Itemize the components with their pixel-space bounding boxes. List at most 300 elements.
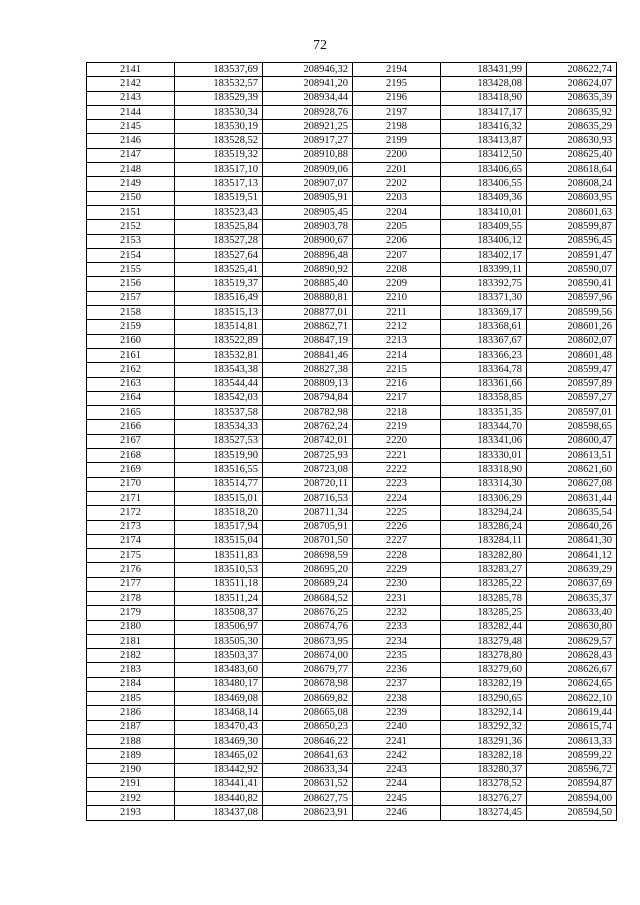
point-number-left-cell: 2162 [87, 363, 175, 377]
table-row [87, 706, 617, 720]
y-coordinate-right-cell: 208590,41 [527, 277, 617, 291]
y-coordinate-right-cell: 208597,89 [527, 377, 617, 391]
x-coordinate-right-cell: 183392,75 [441, 277, 527, 291]
y-coordinate-left-cell: 208623,91 [263, 806, 353, 820]
x-coordinate-left-cell: 183442,92 [175, 763, 263, 777]
x-coordinate-left-cell: 183505,30 [175, 634, 263, 648]
y-coordinate-left-cell: 208678,98 [263, 677, 353, 691]
point-number-left-cell: 2147 [87, 148, 175, 162]
y-coordinate-left-cell: 208900,67 [263, 234, 353, 248]
point-number-left-cell: 2163 [87, 377, 175, 391]
y-coordinate-left-cell: 208674,00 [263, 649, 353, 663]
x-coordinate-left-cell: 183483,60 [175, 663, 263, 677]
point-number-right-cell: 2201 [353, 163, 441, 177]
point-number-right-cell: 2205 [353, 220, 441, 234]
y-coordinate-right-cell: 208635,54 [527, 506, 617, 520]
table-row [87, 677, 617, 691]
x-coordinate-right-cell: 183409,36 [441, 191, 527, 205]
x-coordinate-right-cell: 183366,23 [441, 348, 527, 362]
y-coordinate-left-cell: 208650,23 [263, 720, 353, 734]
y-coordinate-right-cell: 208635,92 [527, 105, 617, 119]
x-coordinate-right-cell: 183285,78 [441, 591, 527, 605]
x-coordinate-left-cell: 183522,89 [175, 334, 263, 348]
point-number-left-cell: 2143 [87, 91, 175, 105]
point-number-left-cell: 2184 [87, 677, 175, 691]
y-coordinate-left-cell: 208705,91 [263, 520, 353, 534]
x-coordinate-left-cell: 183511,83 [175, 549, 263, 563]
y-coordinate-right-cell: 208608,24 [527, 177, 617, 191]
y-coordinate-left-cell: 208723,08 [263, 463, 353, 477]
table-row [87, 191, 617, 205]
y-coordinate-left-cell: 208698,59 [263, 549, 353, 563]
table-row [87, 234, 617, 248]
x-coordinate-right-cell: 183406,65 [441, 163, 527, 177]
y-coordinate-left-cell: 208695,20 [263, 563, 353, 577]
point-number-right-cell: 2209 [353, 277, 441, 291]
y-coordinate-right-cell: 208625,40 [527, 148, 617, 162]
table-row [87, 577, 617, 591]
x-coordinate-right-cell: 183291,36 [441, 734, 527, 748]
x-coordinate-left-cell: 183534,33 [175, 420, 263, 434]
y-coordinate-right-cell: 208621,60 [527, 463, 617, 477]
y-coordinate-right-cell: 208601,26 [527, 320, 617, 334]
y-coordinate-right-cell: 208635,37 [527, 591, 617, 605]
y-coordinate-left-cell: 208646,22 [263, 734, 353, 748]
x-coordinate-right-cell: 183279,48 [441, 634, 527, 648]
y-coordinate-right-cell: 208633,40 [527, 606, 617, 620]
x-coordinate-left-cell: 183515,04 [175, 534, 263, 548]
point-number-left-cell: 2169 [87, 463, 175, 477]
point-number-right-cell: 2203 [353, 191, 441, 205]
point-number-left-cell: 2171 [87, 491, 175, 505]
y-coordinate-right-cell: 208626,67 [527, 663, 617, 677]
y-coordinate-right-cell: 208599,87 [527, 220, 617, 234]
y-coordinate-right-cell: 208599,22 [527, 749, 617, 763]
table-row [87, 291, 617, 305]
table-row [87, 120, 617, 134]
y-coordinate-right-cell: 208597,96 [527, 291, 617, 305]
x-coordinate-right-cell: 183318,90 [441, 463, 527, 477]
y-coordinate-left-cell: 208905,45 [263, 205, 353, 219]
table-row [87, 248, 617, 262]
y-coordinate-left-cell: 208862,71 [263, 320, 353, 334]
y-coordinate-right-cell: 208640,26 [527, 520, 617, 534]
table-row [87, 406, 617, 420]
point-number-left-cell: 2178 [87, 591, 175, 605]
point-number-right-cell: 2224 [353, 491, 441, 505]
point-number-right-cell: 2218 [353, 406, 441, 420]
point-number-left-cell: 2153 [87, 234, 175, 248]
point-number-left-cell: 2164 [87, 391, 175, 405]
point-number-right-cell: 2235 [353, 649, 441, 663]
y-coordinate-left-cell: 208880,81 [263, 291, 353, 305]
point-number-left-cell: 2187 [87, 720, 175, 734]
y-coordinate-right-cell: 208600,47 [527, 434, 617, 448]
table-row [87, 77, 617, 91]
point-number-right-cell: 2229 [353, 563, 441, 577]
point-number-right-cell: 2239 [353, 706, 441, 720]
x-coordinate-right-cell: 183428,08 [441, 77, 527, 91]
y-coordinate-left-cell: 208674,76 [263, 620, 353, 634]
x-coordinate-right-cell: 183399,11 [441, 263, 527, 277]
y-coordinate-left-cell: 208917,27 [263, 134, 353, 148]
x-coordinate-right-cell: 183406,12 [441, 234, 527, 248]
table-row [87, 363, 617, 377]
y-coordinate-left-cell: 208720,11 [263, 477, 353, 491]
x-coordinate-left-cell: 183528,52 [175, 134, 263, 148]
point-number-left-cell: 2193 [87, 806, 175, 820]
point-number-left-cell: 2156 [87, 277, 175, 291]
x-coordinate-right-cell: 183292,14 [441, 706, 527, 720]
table-row [87, 91, 617, 105]
point-number-right-cell: 2228 [353, 549, 441, 563]
x-coordinate-left-cell: 183516,55 [175, 463, 263, 477]
point-number-right-cell: 2216 [353, 377, 441, 391]
point-number-right-cell: 2198 [353, 120, 441, 134]
table-row [87, 277, 617, 291]
point-number-right-cell: 2232 [353, 606, 441, 620]
table-row [87, 220, 617, 234]
x-coordinate-right-cell: 183409,55 [441, 220, 527, 234]
y-coordinate-left-cell: 208910,88 [263, 148, 353, 162]
point-number-right-cell: 2215 [353, 363, 441, 377]
point-number-left-cell: 2179 [87, 606, 175, 620]
x-coordinate-right-cell: 183368,61 [441, 320, 527, 334]
y-coordinate-left-cell: 208701,50 [263, 534, 353, 548]
x-coordinate-right-cell: 183412,50 [441, 148, 527, 162]
x-coordinate-left-cell: 183508,37 [175, 606, 263, 620]
y-coordinate-left-cell: 208941,20 [263, 77, 353, 91]
x-coordinate-left-cell: 183440,82 [175, 792, 263, 806]
x-coordinate-left-cell: 183510,53 [175, 563, 263, 577]
y-coordinate-left-cell: 208673,95 [263, 634, 353, 648]
x-coordinate-left-cell: 183506,97 [175, 620, 263, 634]
x-coordinate-left-cell: 183529,39 [175, 91, 263, 105]
y-coordinate-left-cell: 208689,24 [263, 577, 353, 591]
x-coordinate-left-cell: 183544,44 [175, 377, 263, 391]
x-coordinate-left-cell: 183530,34 [175, 105, 263, 119]
y-coordinate-right-cell: 208627,08 [527, 477, 617, 491]
x-coordinate-left-cell: 183469,30 [175, 734, 263, 748]
x-coordinate-left-cell: 183511,18 [175, 577, 263, 591]
x-coordinate-left-cell: 183519,90 [175, 449, 263, 463]
x-coordinate-left-cell: 183517,13 [175, 177, 263, 191]
y-coordinate-right-cell: 208601,48 [527, 348, 617, 362]
y-coordinate-left-cell: 208909,06 [263, 163, 353, 177]
point-number-right-cell: 2222 [353, 463, 441, 477]
y-coordinate-right-cell: 208629,57 [527, 634, 617, 648]
y-coordinate-right-cell: 208630,93 [527, 134, 617, 148]
x-coordinate-left-cell: 183525,41 [175, 263, 263, 277]
point-number-left-cell: 2189 [87, 749, 175, 763]
point-number-left-cell: 2149 [87, 177, 175, 191]
table-row [87, 463, 617, 477]
x-coordinate-right-cell: 183416,32 [441, 120, 527, 134]
point-number-left-cell: 2181 [87, 634, 175, 648]
point-number-right-cell: 2233 [353, 620, 441, 634]
x-coordinate-left-cell: 183470,43 [175, 720, 263, 734]
y-coordinate-right-cell: 208624,65 [527, 677, 617, 691]
point-number-left-cell: 2172 [87, 506, 175, 520]
point-number-left-cell: 2154 [87, 248, 175, 262]
y-coordinate-left-cell: 208633,34 [263, 763, 353, 777]
x-coordinate-right-cell: 183282,18 [441, 749, 527, 763]
x-coordinate-right-cell: 183306,29 [441, 491, 527, 505]
y-coordinate-right-cell: 208641,12 [527, 549, 617, 563]
point-number-right-cell: 2207 [353, 248, 441, 262]
point-number-right-cell: 2200 [353, 148, 441, 162]
table-row [87, 506, 617, 520]
x-coordinate-left-cell: 183511,24 [175, 591, 263, 605]
y-coordinate-right-cell: 208590,07 [527, 263, 617, 277]
point-number-left-cell: 2188 [87, 734, 175, 748]
x-coordinate-right-cell: 183371,30 [441, 291, 527, 305]
y-coordinate-right-cell: 208594,50 [527, 806, 617, 820]
point-number-left-cell: 2186 [87, 706, 175, 720]
y-coordinate-right-cell: 208624,07 [527, 77, 617, 91]
point-number-right-cell: 2210 [353, 291, 441, 305]
x-coordinate-right-cell: 183282,19 [441, 677, 527, 691]
y-coordinate-right-cell: 208618,64 [527, 163, 617, 177]
y-coordinate-left-cell: 208679,77 [263, 663, 353, 677]
y-coordinate-right-cell: 208597,01 [527, 406, 617, 420]
y-coordinate-right-cell: 208637,69 [527, 577, 617, 591]
point-number-left-cell: 2146 [87, 134, 175, 148]
y-coordinate-right-cell: 208594,00 [527, 792, 617, 806]
x-coordinate-left-cell: 183480,17 [175, 677, 263, 691]
y-coordinate-right-cell: 208591,47 [527, 248, 617, 262]
table-row [87, 720, 617, 734]
table-row [87, 591, 617, 605]
y-coordinate-right-cell: 208622,10 [527, 692, 617, 706]
table-row [87, 134, 617, 148]
y-coordinate-left-cell: 208903,78 [263, 220, 353, 234]
y-coordinate-left-cell: 208676,25 [263, 606, 353, 620]
point-number-left-cell: 2192 [87, 792, 175, 806]
x-coordinate-left-cell: 183515,01 [175, 491, 263, 505]
x-coordinate-left-cell: 183527,28 [175, 234, 263, 248]
x-coordinate-left-cell: 183441,41 [175, 777, 263, 791]
point-number-left-cell: 2148 [87, 163, 175, 177]
y-coordinate-right-cell: 208596,45 [527, 234, 617, 248]
x-coordinate-right-cell: 183369,17 [441, 306, 527, 320]
table-row [87, 477, 617, 491]
x-coordinate-right-cell: 183406,55 [441, 177, 527, 191]
x-coordinate-right-cell: 183280,37 [441, 763, 527, 777]
y-coordinate-right-cell: 208622,74 [527, 63, 617, 77]
table-row [87, 549, 617, 563]
x-coordinate-right-cell: 183364,78 [441, 363, 527, 377]
x-coordinate-right-cell: 183358,85 [441, 391, 527, 405]
y-coordinate-left-cell: 208907,07 [263, 177, 353, 191]
point-number-right-cell: 2194 [353, 63, 441, 77]
point-number-left-cell: 2161 [87, 348, 175, 362]
point-number-right-cell: 2199 [353, 134, 441, 148]
point-number-left-cell: 2183 [87, 663, 175, 677]
x-coordinate-right-cell: 183283,27 [441, 563, 527, 577]
x-coordinate-left-cell: 183532,57 [175, 77, 263, 91]
point-number-right-cell: 2197 [353, 105, 441, 119]
y-coordinate-right-cell: 208635,29 [527, 120, 617, 134]
table-row [87, 563, 617, 577]
point-number-right-cell: 2219 [353, 420, 441, 434]
table-row [87, 449, 617, 463]
x-coordinate-left-cell: 183527,64 [175, 248, 263, 262]
table-row [87, 306, 617, 320]
point-number-right-cell: 2220 [353, 434, 441, 448]
point-number-left-cell: 2141 [87, 63, 175, 77]
y-coordinate-left-cell: 208684,52 [263, 591, 353, 605]
x-coordinate-left-cell: 183514,81 [175, 320, 263, 334]
table-row [87, 163, 617, 177]
table-row [87, 177, 617, 191]
x-coordinate-left-cell: 183515,13 [175, 306, 263, 320]
table-row [87, 663, 617, 677]
point-number-left-cell: 2152 [87, 220, 175, 234]
x-coordinate-right-cell: 183278,80 [441, 649, 527, 663]
x-coordinate-left-cell: 183523,43 [175, 205, 263, 219]
x-coordinate-right-cell: 183276,27 [441, 792, 527, 806]
point-number-right-cell: 2223 [353, 477, 441, 491]
point-number-right-cell: 2237 [353, 677, 441, 691]
y-coordinate-left-cell: 208921,25 [263, 120, 353, 134]
point-number-left-cell: 2157 [87, 291, 175, 305]
table-row [87, 649, 617, 663]
point-number-left-cell: 2190 [87, 763, 175, 777]
point-number-right-cell: 2227 [353, 534, 441, 548]
point-number-right-cell: 2211 [353, 306, 441, 320]
x-coordinate-right-cell: 183402,17 [441, 248, 527, 262]
x-coordinate-left-cell: 183437,08 [175, 806, 263, 820]
y-coordinate-right-cell: 208599,47 [527, 363, 617, 377]
point-number-left-cell: 2191 [87, 777, 175, 791]
point-number-right-cell: 2206 [353, 234, 441, 248]
table-row [87, 806, 617, 820]
point-number-left-cell: 2182 [87, 649, 175, 663]
point-number-left-cell: 2180 [87, 620, 175, 634]
x-coordinate-right-cell: 183274,45 [441, 806, 527, 820]
x-coordinate-right-cell: 183282,44 [441, 620, 527, 634]
x-coordinate-left-cell: 183525,84 [175, 220, 263, 234]
table-row [87, 105, 617, 119]
x-coordinate-right-cell: 183279,60 [441, 663, 527, 677]
y-coordinate-left-cell: 208716,53 [263, 491, 353, 505]
y-coordinate-left-cell: 208905,91 [263, 191, 353, 205]
point-number-left-cell: 2142 [87, 77, 175, 91]
point-number-right-cell: 2208 [353, 263, 441, 277]
x-coordinate-right-cell: 183344,70 [441, 420, 527, 434]
y-coordinate-left-cell: 208841,46 [263, 348, 353, 362]
point-number-left-cell: 2155 [87, 263, 175, 277]
y-coordinate-left-cell: 208631,52 [263, 777, 353, 791]
point-number-left-cell: 2151 [87, 205, 175, 219]
point-number-left-cell: 2150 [87, 191, 175, 205]
y-coordinate-right-cell: 208594,87 [527, 777, 617, 791]
x-coordinate-left-cell: 183537,69 [175, 63, 263, 77]
point-number-right-cell: 2243 [353, 763, 441, 777]
point-number-right-cell: 2202 [353, 177, 441, 191]
x-coordinate-right-cell: 183278,52 [441, 777, 527, 791]
y-coordinate-left-cell: 208928,76 [263, 105, 353, 119]
x-coordinate-right-cell: 183367,67 [441, 334, 527, 348]
x-coordinate-left-cell: 183517,10 [175, 163, 263, 177]
x-coordinate-left-cell: 183530,19 [175, 120, 263, 134]
x-coordinate-left-cell: 183527,53 [175, 434, 263, 448]
y-coordinate-right-cell: 208598,65 [527, 420, 617, 434]
y-coordinate-right-cell: 208639,29 [527, 563, 617, 577]
x-coordinate-left-cell: 183516,49 [175, 291, 263, 305]
x-coordinate-right-cell: 183341,06 [441, 434, 527, 448]
x-coordinate-left-cell: 183543,38 [175, 363, 263, 377]
point-number-left-cell: 2168 [87, 449, 175, 463]
table-row [87, 420, 617, 434]
y-coordinate-right-cell: 208603,95 [527, 191, 617, 205]
point-number-right-cell: 2217 [353, 391, 441, 405]
table-row [87, 348, 617, 362]
y-coordinate-right-cell: 208631,44 [527, 491, 617, 505]
table-row [87, 334, 617, 348]
y-coordinate-left-cell: 208827,38 [263, 363, 353, 377]
x-coordinate-right-cell: 183314,30 [441, 477, 527, 491]
point-number-right-cell: 2234 [353, 634, 441, 648]
point-number-right-cell: 2225 [353, 506, 441, 520]
point-number-left-cell: 2165 [87, 406, 175, 420]
y-coordinate-right-cell: 208630,80 [527, 620, 617, 634]
table-row [87, 263, 617, 277]
table-row [87, 320, 617, 334]
y-coordinate-left-cell: 208762,24 [263, 420, 353, 434]
point-number-right-cell: 2214 [353, 348, 441, 362]
x-coordinate-left-cell: 183542,03 [175, 391, 263, 405]
x-coordinate-left-cell: 183519,51 [175, 191, 263, 205]
y-coordinate-left-cell: 208809,13 [263, 377, 353, 391]
point-number-left-cell: 2145 [87, 120, 175, 134]
table-row [87, 377, 617, 391]
y-coordinate-right-cell: 208596,72 [527, 763, 617, 777]
point-number-left-cell: 2166 [87, 420, 175, 434]
table-row [87, 749, 617, 763]
coordinates-table [86, 62, 617, 821]
y-coordinate-right-cell: 208601,63 [527, 205, 617, 219]
table-row [87, 205, 617, 219]
point-number-left-cell: 2173 [87, 520, 175, 534]
y-coordinate-left-cell: 208896,48 [263, 248, 353, 262]
y-coordinate-right-cell: 208615,74 [527, 720, 617, 734]
table-row [87, 491, 617, 505]
point-number-right-cell: 2238 [353, 692, 441, 706]
point-number-right-cell: 2242 [353, 749, 441, 763]
y-coordinate-left-cell: 208742,01 [263, 434, 353, 448]
table-row [87, 792, 617, 806]
point-number-left-cell: 2177 [87, 577, 175, 591]
point-number-right-cell: 2241 [353, 734, 441, 748]
x-coordinate-right-cell: 183294,24 [441, 506, 527, 520]
table-row [87, 148, 617, 162]
x-coordinate-right-cell: 183361,66 [441, 377, 527, 391]
y-coordinate-right-cell: 208599,56 [527, 306, 617, 320]
x-coordinate-right-cell: 183351,35 [441, 406, 527, 420]
table-row [87, 634, 617, 648]
point-number-right-cell: 2240 [353, 720, 441, 734]
y-coordinate-right-cell: 208613,33 [527, 734, 617, 748]
x-coordinate-right-cell: 183285,25 [441, 606, 527, 620]
y-coordinate-right-cell: 208628,43 [527, 649, 617, 663]
y-coordinate-right-cell: 208597,27 [527, 391, 617, 405]
table-row [87, 520, 617, 534]
point-number-left-cell: 2158 [87, 306, 175, 320]
x-coordinate-right-cell: 183290,65 [441, 692, 527, 706]
y-coordinate-left-cell: 208885,40 [263, 277, 353, 291]
